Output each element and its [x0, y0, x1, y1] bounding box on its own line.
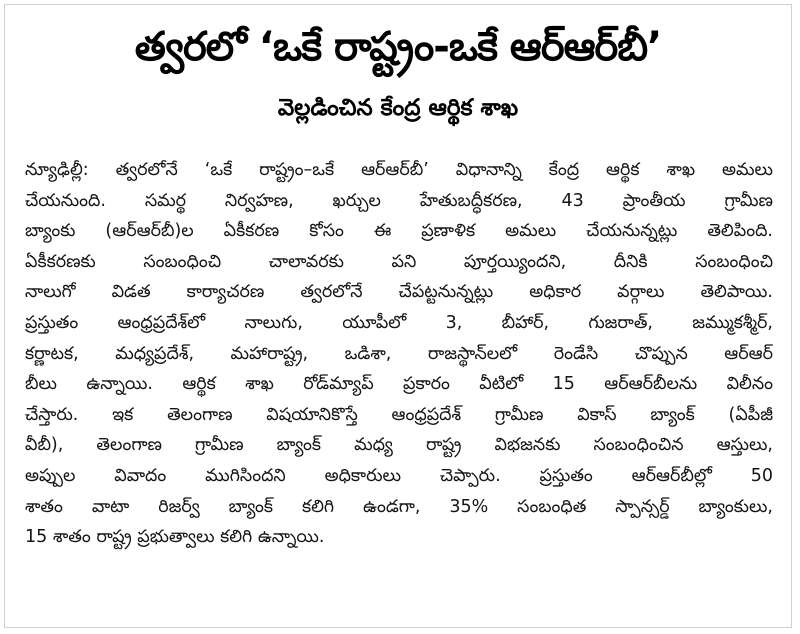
article-body	[25, 155, 773, 553]
body-line: బ్యాంకు (ఆర్‌ఆర్‌బీ)ల ఏకీకరణ కోసం ఈ ప్రణాళిక అమలు చేయనున్నట్లు తెలిపింది.	[25, 221, 773, 242]
body-line: న్యూఢిల్లీ: త్వరలోనే ‘ఒకే రాష్ట్రం–ఒకే ఆర్‌ఆర్‌బీ’ విధానాన్ని కేంద్ర ఆర్థిక శాఖ అమలు	[25, 160, 773, 180]
body-line: వీబీ), తెలంగాణ గ్రామీణ బ్యాంక్ మధ్య రాష్ట్ర విభజనకు సంబంధించిన ఆస్తులు,	[25, 435, 773, 456]
body-line: శాతం వాటా రిజర్వ్ బ్యాంక్ కలిగి ఉండగా, 35% సంబంధిత స్పాన్సర్డ్ బ్యాంకులు,	[25, 496, 773, 517]
newspaper-clipping	[4, 4, 792, 628]
body-line: చేస్తారు. ఇక తెలంగాణ విషయానికొస్తే ఆంధ్రప్రదేశ్ గ్రామీణ వికాస్ బ్యాంక్ (ఏపీజీ	[25, 404, 773, 425]
body-line: చేయనుంది. సమర్థ నిర్వహణ, ఖర్చుల హేతుబద్ధీకరణ, 43 ప్రాంతీయ గ్రామీణ	[25, 190, 773, 211]
body-line: అప్పుల వివాదం ముగిసిందని అధికారులు చెప్పారు. ప్రస్తుతం ఆర్‌ఆర్‌బీల్లో 50	[25, 465, 773, 486]
body-line: 15 శాతం రాష్ట్ర ప్రభుత్వాలు కలిగి ఉన్నాయి.	[25, 527, 325, 548]
headline: త్వరలో ‘ఒకే రాష్ట్రం-ఒకే ఆర్‌ఆర్‌బీ’	[134, 24, 662, 70]
body-line: ప్రస్తుతం ఆంధ్రప్రదేశ్‌లో నాలుగు, యూపీలో 3, బీహార్, గుజరాత్, జమ్ముకశ్మీర్,	[25, 312, 773, 333]
body-line: ఏకీకరణకు సంబంధించి చాలావరకు పని పూర్తయ్యిందని, దీనికి సంబంధించి	[25, 251, 773, 272]
body-line: బీలు ఉన్నాయి. ఆర్థిక శాఖ రోడ్‌మ్యాప్ ప్రకారం వీటిలో 15 ఆర్‌ఆర్‌బీలను విలీనం	[25, 374, 773, 395]
body-line: కర్ణాటక, మధ్యప్రదేశ్, మహారాష్ట్ర, ఒడిశా, రాజస్థాన్‌లలో రెండేసి చొప్పున ఆర్‌ఆర్	[25, 343, 773, 364]
body-line: నాలుగో విడత కార్యాచరణ త్వరలోనే చేపట్టనున్నట్లు అధికార వర్గాలు తెలిపాయి.	[25, 282, 773, 303]
subheadline: వెల్లడించిన కేంద్ర ఆర్థిక శాఖ	[277, 95, 519, 121]
